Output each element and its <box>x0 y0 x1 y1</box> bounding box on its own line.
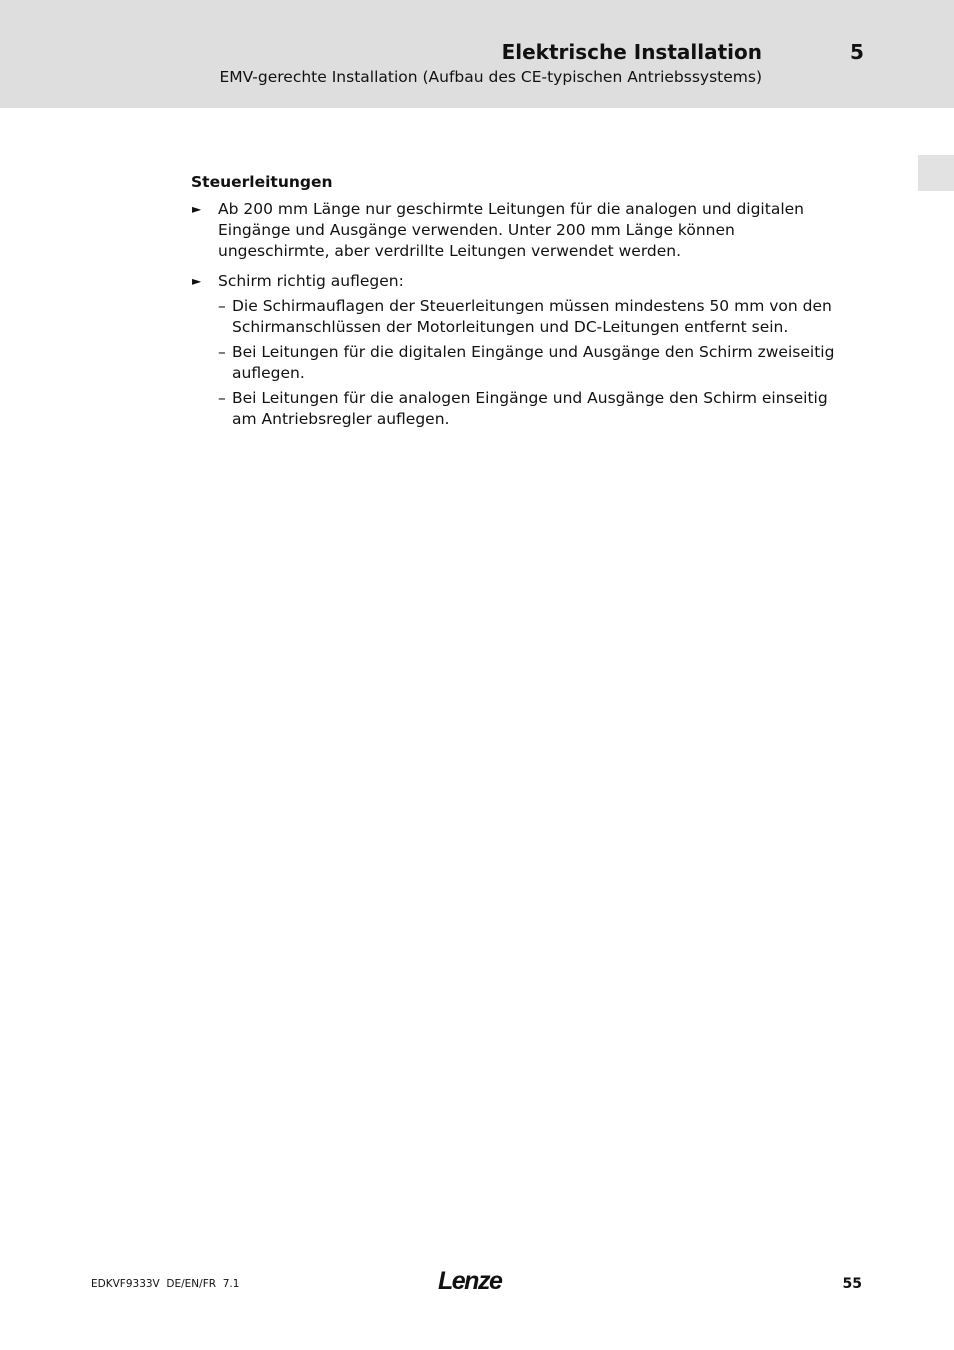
bullet-triangle-icon: ► <box>192 202 202 216</box>
chapter-title: Elektrische Installation <box>501 40 762 64</box>
sub-list-item-text: Bei Leitungen für die digitalen Eingänge und Ausgänge den Schirm zweiseitig auflegen. <box>232 343 835 382</box>
main-content <box>191 172 851 439</box>
section-heading: Steuerleitungen <box>191 173 333 191</box>
chapter-side-tab <box>918 155 954 191</box>
logo-wordmark: Lenze <box>438 1267 502 1294</box>
bullet-triangle-icon: ► <box>192 274 202 288</box>
list-item-text: Ab 200 mm Länge nur geschirmte Leitungen für die analogen und digitalen Eingänge und Ausgänge verwenden. Unter 200 mm Länge können ungeschirmte, aber verdrillte Leitungen verwendet werden. <box>218 200 804 260</box>
dash-marker: – <box>218 343 226 361</box>
dash-marker: – <box>218 297 226 315</box>
dash-marker: – <box>218 389 226 407</box>
header-band <box>0 0 954 108</box>
chapter-number: 5 <box>850 40 864 64</box>
sub-list <box>218 296 851 430</box>
list-item-text: Schirm richtig auflegen: <box>218 272 404 290</box>
page-number: 55 <box>842 1276 862 1292</box>
sub-list-item-text: Die Schirmauflagen der Steuerleitungen müssen mindestens 50 mm von den Schirmanschlüssen der Motorleitungen und DC-Leitungen entfernt sein. <box>232 297 832 336</box>
sub-list-item <box>218 388 851 430</box>
list-item <box>191 199 851 262</box>
sub-list-item-text: Bei Leitungen für die analogen Eingänge und Ausgänge den Schirm einseitig am Antriebsregler auflegen. <box>232 389 828 428</box>
sub-list-item <box>218 296 851 338</box>
sub-list-item <box>218 342 851 384</box>
list-item <box>191 271 851 430</box>
document-code: EDKVF9333V DE/EN/FR 7.1 <box>91 1278 240 1290</box>
section-subtitle: EMV-gerechte Installation (Aufbau des CE-typischen Antriebssystems) <box>219 68 762 86</box>
lenze-logo <box>437 1266 517 1294</box>
